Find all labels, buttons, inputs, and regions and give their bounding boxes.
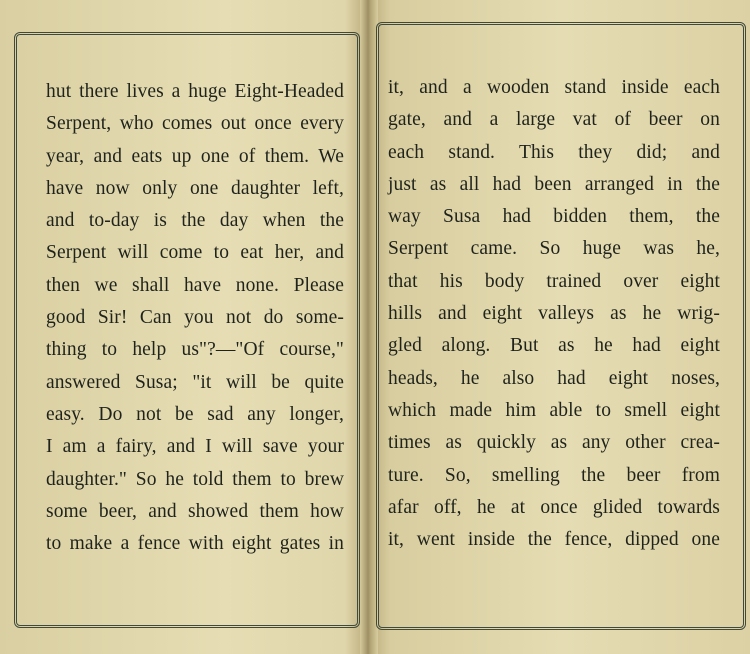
- text-line: gate, and a large vat of beer on: [388, 109, 720, 131]
- text-line: times as quickly as any other crea-: [388, 432, 720, 454]
- right-page-text: [388, 72, 720, 556]
- text-line: which made him able to smell eight: [388, 399, 720, 421]
- text-line: that his body trained over eight: [388, 270, 720, 292]
- text-line: Serpent will come to eat her, and: [46, 242, 344, 264]
- text-line: answered Susa; "it will be quite: [46, 371, 344, 393]
- text-line: heads, he also had eight noses,: [388, 367, 720, 389]
- right-page: [376, 0, 750, 654]
- text-line: way Susa had bidden them, the: [388, 206, 720, 228]
- text-line: have now only one daughter left,: [46, 177, 344, 199]
- text-line: Serpent came. So huge was he,: [388, 238, 720, 260]
- text-line: afar off, he at once glided towards: [388, 496, 720, 518]
- left-page-text: [46, 76, 344, 560]
- text-line: gled along. But as he had eight: [388, 335, 720, 357]
- text-line: then we shall have none. Please: [46, 274, 344, 296]
- text-line: it, and a wooden stand inside each: [388, 77, 720, 98]
- text-line: to make a fence with eight gates in: [46, 533, 344, 555]
- text-line: each stand. This they did; and: [388, 141, 720, 163]
- left-page: [0, 0, 362, 654]
- text-line: easy. Do not be sad any longer,: [46, 403, 344, 425]
- text-line: daughter." So he told them to brew: [46, 468, 344, 490]
- text-line: year, and eats up one of them. We: [46, 145, 344, 167]
- text-line: and to-day is the day when the: [46, 210, 344, 232]
- text-line: it, went inside the fence, dipped one: [388, 529, 720, 551]
- text-line: just as all had been arranged in the: [388, 173, 720, 195]
- text-line: good Sir! Can you not do some-: [46, 307, 344, 329]
- text-line: ture. So, smelling the beer from: [388, 464, 720, 486]
- text-line: thing to help us"?—"Of course,": [46, 339, 344, 361]
- text-line: hills and eight valleys as he wrig-: [388, 303, 720, 325]
- text-line: some beer, and showed them how: [46, 500, 344, 522]
- text-line: Serpent, who comes out once every: [46, 113, 344, 135]
- text-line: I am a fairy, and I will save your: [46, 436, 344, 458]
- text-line: hut there lives a huge Eight-Headed: [46, 81, 344, 102]
